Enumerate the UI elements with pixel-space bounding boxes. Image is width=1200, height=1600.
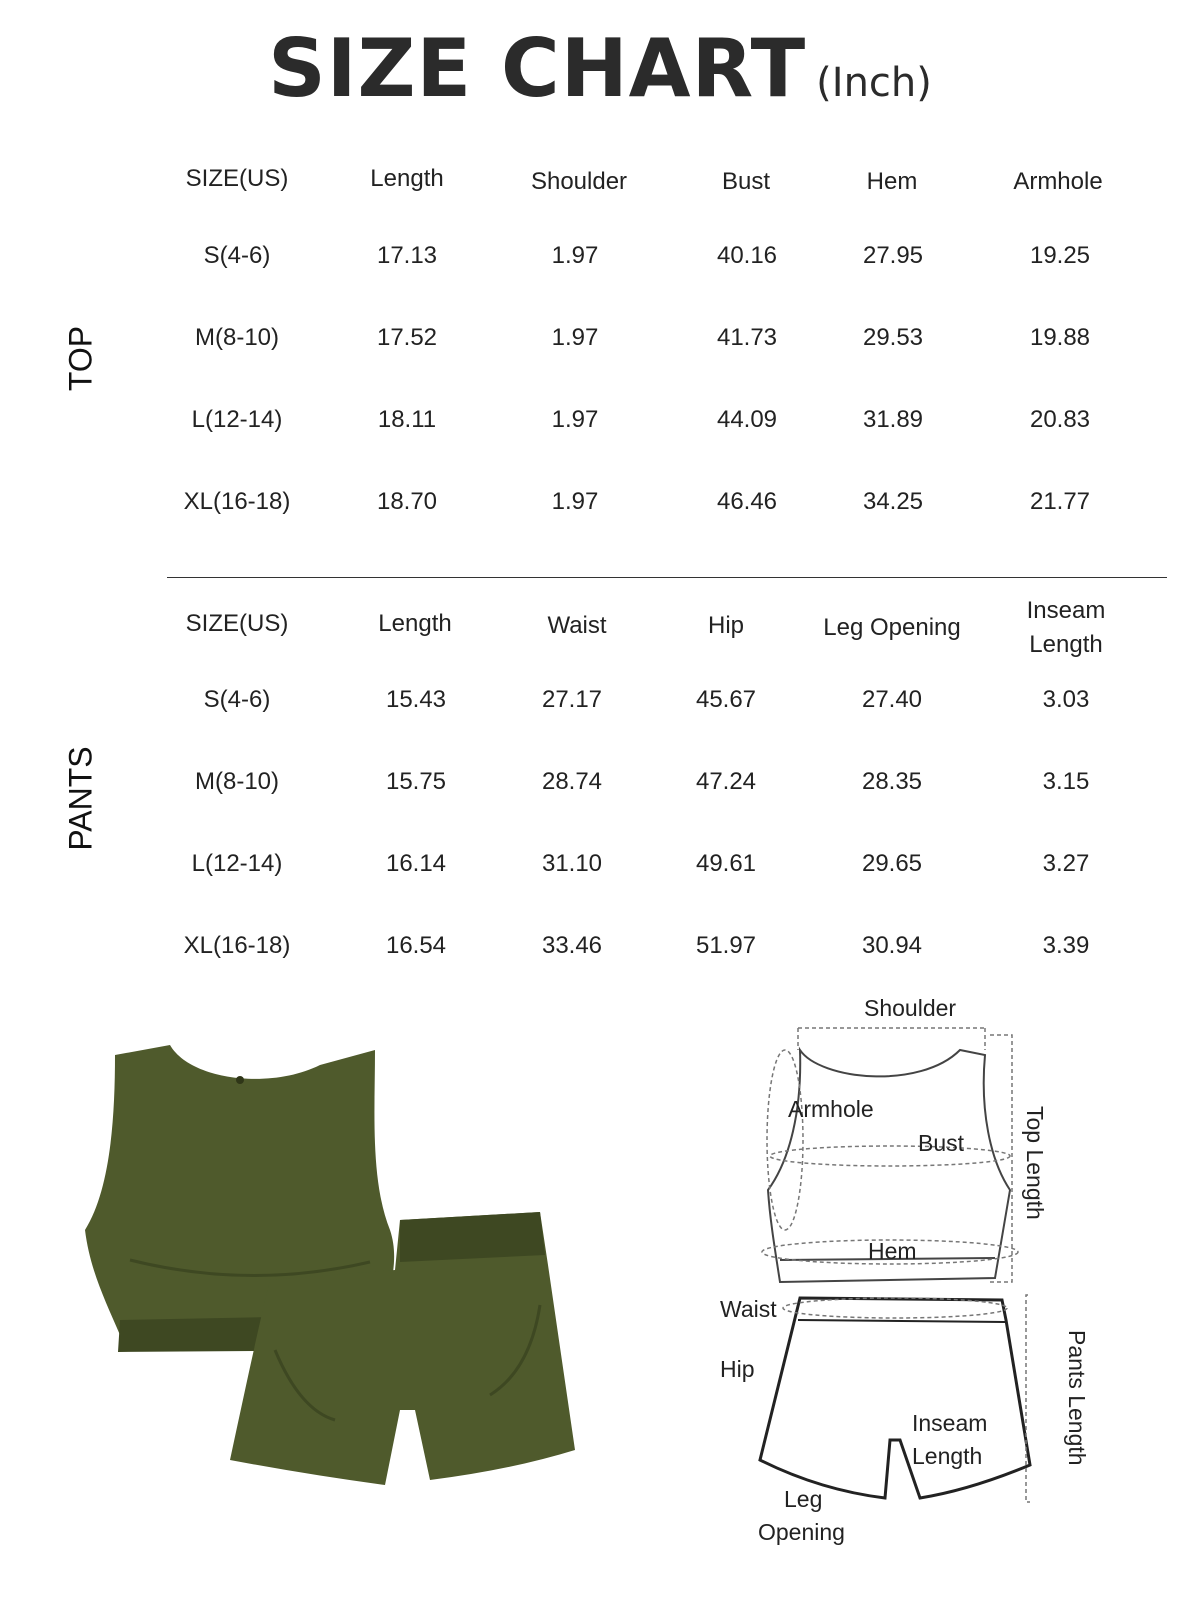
top-cell: 17.52 bbox=[376, 324, 438, 351]
pants-cell: 29.65 bbox=[861, 850, 923, 877]
pants-cell: 47.24 bbox=[695, 768, 757, 795]
top-cell: 41.73 bbox=[716, 324, 778, 351]
pants-cell: 3.03 bbox=[1042, 686, 1090, 713]
diagram-label-hip: Hip bbox=[720, 1356, 755, 1382]
top-cell: 18.70 bbox=[376, 488, 438, 515]
top-cell: 1.97 bbox=[551, 406, 599, 433]
top-cell: L(12-14) bbox=[191, 406, 283, 433]
pants-header-inseam-length: Inseam Length bbox=[1026, 597, 1106, 658]
pants-header-waist: Waist bbox=[547, 612, 607, 639]
pants-cell: 3.39 bbox=[1042, 932, 1090, 959]
pants-cell: 15.43 bbox=[385, 686, 447, 713]
pants-cell: L(12-14) bbox=[191, 850, 283, 877]
top-cell: M(8-10) bbox=[194, 324, 280, 351]
top-cell: 1.97 bbox=[551, 324, 599, 351]
pants-cell: 30.94 bbox=[861, 932, 923, 959]
pants-cell: 31.10 bbox=[541, 850, 603, 877]
pants-cell: 3.27 bbox=[1042, 850, 1090, 877]
top-cell: 34.25 bbox=[862, 488, 924, 515]
diagram-label-waist: Waist bbox=[720, 1296, 777, 1322]
diagram-label-bust: Bust bbox=[918, 1130, 965, 1156]
pants-cell: 45.67 bbox=[695, 686, 757, 713]
diagram-label-armhole: Armhole bbox=[788, 1096, 874, 1122]
top-cell: 27.95 bbox=[862, 242, 924, 269]
pants-cell: 3.15 bbox=[1042, 768, 1090, 795]
pants-cell: 16.14 bbox=[385, 850, 447, 877]
pants-cell: 15.75 bbox=[385, 768, 447, 795]
pants-header-hip: Hip bbox=[707, 612, 745, 639]
top-cell: 19.25 bbox=[1029, 242, 1091, 269]
top-cell: 20.83 bbox=[1029, 406, 1091, 433]
size-chart-title bbox=[0, 22, 1200, 115]
top-header-bust: Bust bbox=[721, 168, 771, 195]
pants-cell: 28.74 bbox=[541, 768, 603, 795]
top-header-armhole: Armhole bbox=[1013, 168, 1103, 195]
product-photo bbox=[70, 1030, 620, 1560]
top-header-shoulder: Shoulder bbox=[530, 168, 628, 195]
pants-header-size: SIZE(US) bbox=[185, 610, 289, 637]
pants-cell: S(4-6) bbox=[203, 686, 271, 713]
pants-header-leg-opening: Leg Opening bbox=[823, 614, 961, 641]
pants-cell: XL(16-18) bbox=[183, 932, 291, 959]
top-cell: 44.09 bbox=[716, 406, 778, 433]
pants-cell: 27.17 bbox=[541, 686, 603, 713]
top-cell: 1.97 bbox=[551, 488, 599, 515]
diagram-label-inseam: Inseam bbox=[912, 1410, 988, 1436]
top-header-size: SIZE(US) bbox=[185, 165, 289, 192]
table-divider bbox=[167, 577, 1167, 578]
top-cell: 21.77 bbox=[1029, 488, 1091, 515]
top-header-hem: Hem bbox=[866, 168, 918, 195]
diagram-label-pants-length: Pants Length bbox=[1064, 1330, 1090, 1466]
pants-cell: 16.54 bbox=[385, 932, 447, 959]
title-unit: (Inch) bbox=[816, 60, 932, 106]
top-cell: XL(16-18) bbox=[183, 488, 291, 515]
diagram-label-shoulder: Shoulder bbox=[864, 995, 957, 1021]
pants-cell: 27.40 bbox=[861, 686, 923, 713]
top-cell: 19.88 bbox=[1029, 324, 1091, 351]
top-cell: 1.97 bbox=[551, 242, 599, 269]
diagram-label-leg-opening: Opening bbox=[758, 1519, 845, 1545]
top-cell: S(4-6) bbox=[203, 242, 271, 269]
top-cell: 29.53 bbox=[862, 324, 924, 351]
pants-cell: 33.46 bbox=[541, 932, 603, 959]
top-cell: 46.46 bbox=[716, 488, 778, 515]
top-cell: 18.11 bbox=[377, 406, 437, 433]
top-header-length: Length bbox=[370, 165, 444, 192]
shorts-sketch bbox=[760, 1298, 1030, 1498]
top-cell: 40.16 bbox=[716, 242, 778, 269]
top-cell: 17.13 bbox=[376, 242, 438, 269]
top-section-label: TOP bbox=[62, 325, 99, 392]
pants-cell: 51.97 bbox=[695, 932, 757, 959]
top-cell: 31.89 bbox=[862, 406, 924, 433]
pants-cell: M(8-10) bbox=[194, 768, 280, 795]
pants-section-label: PANTS bbox=[62, 746, 99, 851]
title-text: SIZE CHART bbox=[268, 22, 807, 115]
diagram-label-top-length: Top Length bbox=[1022, 1106, 1048, 1220]
diagram-label-hem: Hem bbox=[868, 1238, 917, 1264]
pants-header-length: Length bbox=[378, 610, 452, 637]
diagram-label-inseam-length: Length bbox=[912, 1443, 983, 1469]
pants-cell: 28.35 bbox=[861, 768, 923, 795]
pants-cell: 49.61 bbox=[695, 850, 757, 877]
diagram-label-leg: Leg bbox=[784, 1486, 823, 1512]
